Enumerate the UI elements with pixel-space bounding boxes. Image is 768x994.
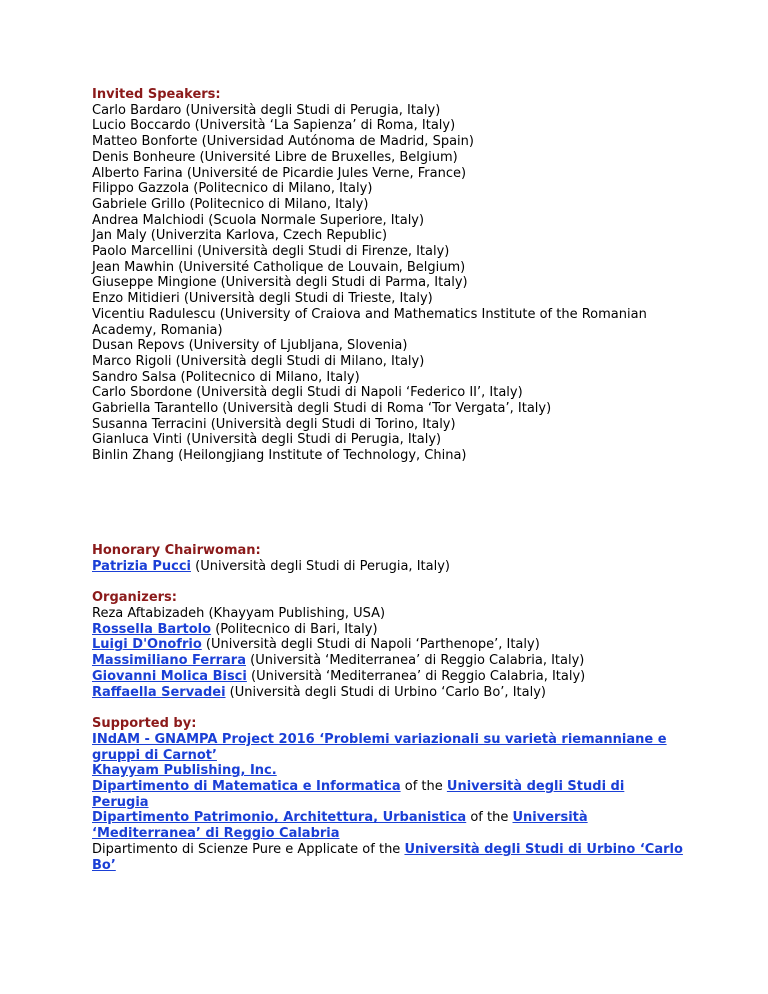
invited-speakers-heading: Invited Speakers: (92, 87, 221, 102)
perugia-link-cont[interactable]: Perugia (92, 794, 149, 810)
speaker-item: Vicentiu Radulescu (University of Craiova and Mathematics Institute of the Romanian (92, 306, 647, 322)
invited-speakers-section (92, 87, 682, 464)
speaker-item: Enzo Mitidieri (Università degli Studi di Trieste, Italy) (92, 291, 433, 307)
speaker-item: Carlo Sbordone (Università degli Studi di Napoli ‘Federico II’, Italy) (92, 385, 523, 401)
organizer-item (92, 622, 682, 638)
speaker-item: Andrea Malchiodi (Scuola Normale Superiore, Italy) (92, 212, 425, 228)
of-the-text: of the (400, 779, 447, 795)
dispea-line-1 (92, 842, 682, 858)
organizers-section (92, 590, 682, 700)
speaker-item: Paolo Marcellini (Università degli Studi di Firenze, Italy) (92, 244, 450, 260)
organizer-item (92, 685, 682, 701)
of-the-text: of the (466, 810, 513, 826)
khayyam-line (92, 763, 682, 779)
dmi-line-2 (92, 795, 682, 811)
organizer-name-link[interactable]: Giovanni Molica Bisci (92, 668, 247, 684)
dpau-link[interactable]: Dipartimento Patrimonio, Architettura, Urbanistica (92, 810, 467, 826)
speaker-item: Jean Mawhin (Université Catholique de Louvain, Belgium) (92, 259, 466, 275)
organizer-affiliation: (Politecnico di Bari, Italy) (211, 621, 378, 637)
speaker-item: Gabriele Grillo (Politecnico di Milano, Italy) (92, 196, 369, 212)
organizer-name-link[interactable]: Massimiliano Ferrara (92, 653, 246, 669)
dispea-text: Dipartimento di Scienze Pure e Applicate of the (92, 841, 405, 857)
speaker-item: Matteo Bonforte (Universidad Autónoma de Madrid, Spain) (92, 134, 474, 150)
indam-link[interactable]: INdAM - GNAMPA Project 2016 ‘Problemi variazionali su varietà riemanniane e (92, 731, 667, 747)
chair-line (92, 559, 682, 575)
spacer (92, 464, 682, 543)
dpau-line-2 (92, 826, 682, 842)
speaker-item: Binlin Zhang (Heilongjiang Institute of Technology, China) (92, 448, 467, 464)
chair-section (92, 543, 682, 574)
speaker-item: Giuseppe Mingione (Università degli Studi di Parma, Italy) (92, 275, 468, 291)
speaker-item: Academy, Romania) (92, 322, 223, 338)
chair-name-link[interactable]: Patrizia Pucci (92, 558, 192, 574)
organizer-plain: Reza Aftabizadeh (Khayyam Publishing, USA) (92, 605, 386, 621)
speaker-item: Gabriella Tarantello (Università degli Studi di Roma ‘Tor Vergata’, Italy) (92, 401, 552, 417)
speaker-item: Marco Rigoli (Università degli Studi di Milano, Italy) (92, 353, 425, 369)
organizers-heading: Organizers: (92, 590, 177, 606)
speaker-item: Denis Bonheure (Université Libre de Bruxelles, Belgium) (92, 149, 458, 165)
chair-affiliation: (Università degli Studi di Perugia, Italy) (191, 558, 450, 574)
organizer-name-link[interactable]: Raffaella Servadei (92, 684, 226, 700)
speaker-item: Filippo Gazzola (Politecnico di Milano, Italy) (92, 181, 373, 197)
speaker-item: Dusan Repovs (University of Ljubljana, Slovenia) (92, 338, 408, 354)
unirc-link-cont[interactable]: ‘Mediterranea’ di Reggio Calabria (92, 826, 340, 842)
organizer-name-link[interactable]: Rossella Bartolo (92, 621, 212, 637)
speaker-item: Carlo Bardaro (Università degli Studi di Perugia, Italy) (92, 102, 441, 118)
urbino-link[interactable]: Università degli Studi di Urbino ‘Carlo (404, 841, 683, 857)
dispea-line-2 (92, 858, 682, 874)
indam-line-1 (92, 732, 682, 748)
spacer (92, 700, 682, 716)
speaker-list (92, 103, 682, 464)
dmi-link[interactable]: Dipartimento di Matematica e Informatica (92, 779, 401, 795)
organizer-affiliation: (Università degli Studi di Urbino ‘Carlo Bo’, Italy) (225, 684, 546, 700)
speaker-item: Jan Maly (Univerzita Karlova, Czech Republic) (92, 228, 388, 244)
organizer-affiliation: (Università ‘Mediterranea’ di Reggio Calabria, Italy) (246, 668, 586, 684)
supported-section (92, 716, 682, 873)
perugia-link[interactable]: Università degli Studi di (446, 779, 625, 795)
speaker-item: Susanna Terracini (Università degli Studi di Torino, Italy) (92, 416, 456, 432)
speaker-item: Sandro Salsa (Politecnico di Milano, Italy) (92, 369, 360, 385)
chair-heading: Honorary Chairwoman: (92, 542, 261, 558)
speaker-item: Gianluca Vinti (Università degli Studi di Perugia, Italy) (92, 432, 442, 448)
organizer-name-link[interactable]: Luigi D'Onofrio (92, 637, 202, 653)
organizer-item (92, 669, 682, 685)
indam-line-2 (92, 748, 682, 764)
spacer (92, 574, 682, 590)
dpau-line-1 (92, 810, 682, 826)
speaker-item: Lucio Boccardo (Università ‘La Sapienza’ di Roma, Italy) (92, 118, 456, 134)
organizer-item (92, 637, 682, 653)
organizer-item (92, 653, 682, 669)
organizer-list (92, 622, 682, 701)
khayyam-link[interactable]: Khayyam Publishing, Inc. (92, 763, 277, 779)
urbino-link-cont[interactable]: Bo’ (92, 857, 116, 873)
organizer-affiliation: (Università degli Studi di Napoli ‘Parthenope’, Italy) (201, 637, 540, 653)
speaker-item: Alberto Farina (Université de Picardie Jules Verne, France) (92, 165, 467, 181)
dmi-line-1 (92, 779, 682, 795)
supported-heading: Supported by: (92, 716, 197, 732)
indam-link-cont[interactable]: gruppi di Carnot’ (92, 747, 217, 763)
organizer-affiliation: (Università ‘Mediterranea’ di Reggio Calabria, Italy) (246, 653, 585, 669)
document-body (92, 87, 682, 873)
unirc-link[interactable]: Università (512, 810, 588, 826)
